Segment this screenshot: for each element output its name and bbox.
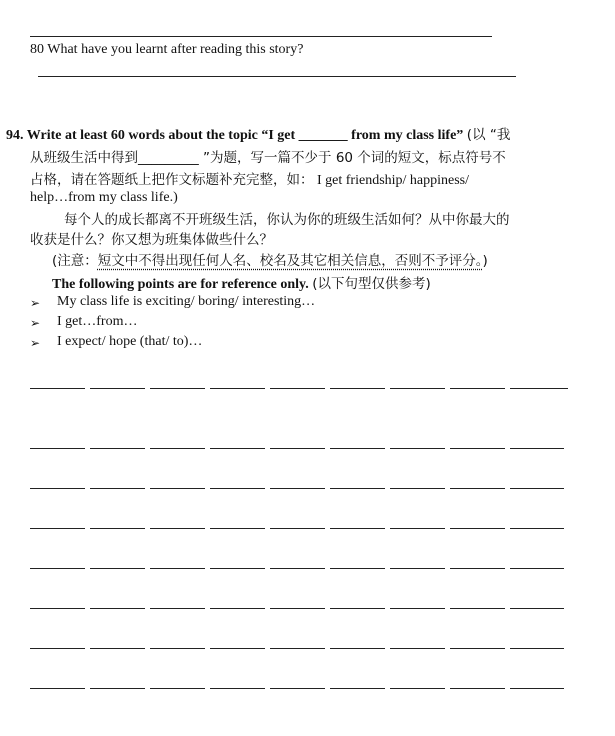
writing-line-segment[interactable] [330, 608, 385, 609]
arrow-bullet-icon: ➢ [30, 336, 41, 350]
question-80-prompt: 80 What have you learnt after reading this story? [30, 42, 304, 57]
writing-line-segment[interactable] [210, 528, 265, 529]
writing-line-segment[interactable] [150, 568, 205, 569]
note-suffix: ) [482, 253, 488, 269]
writing-line-segment[interactable] [450, 688, 505, 689]
instruction-line4: help…from my class life.) [30, 190, 178, 205]
writing-line-segment[interactable] [330, 528, 385, 529]
writing-line-segment[interactable] [450, 528, 505, 529]
writing-line-segment[interactable] [30, 528, 85, 529]
note-prefix: (注意： [52, 253, 98, 269]
writing-line-segment[interactable] [270, 448, 325, 449]
answer-line-79[interactable] [30, 36, 492, 37]
writing-line-segment[interactable] [510, 688, 564, 689]
points-heading [52, 272, 431, 293]
writing-line-segment[interactable] [30, 388, 85, 389]
writing-line-segment[interactable] [450, 448, 505, 449]
writing-line-segment[interactable] [270, 488, 325, 489]
writing-line-segment[interactable] [150, 688, 205, 689]
writing-line-segment[interactable] [210, 488, 265, 489]
writing-line-segment[interactable] [270, 608, 325, 609]
note-dotted-text: 短文中不得出现任何人名、校名及其它相关信息，否则不予评分。 [97, 253, 483, 269]
writing-line-segment[interactable] [330, 488, 385, 489]
writing-line-segment[interactable] [150, 528, 205, 529]
intro-cn-line2: 收获是什么？你又想为班集体做些什么？ [30, 232, 273, 248]
points-heading-cn: (以下句型仅供参考) [312, 276, 431, 292]
writing-line-segment[interactable] [510, 528, 564, 529]
writing-line-segment[interactable] [450, 388, 505, 389]
writing-line-segment[interactable] [270, 688, 325, 689]
note-cn [52, 249, 488, 269]
writing-line-segment[interactable] [210, 568, 265, 569]
writing-line-segment[interactable] [90, 568, 145, 569]
writing-line-segment[interactable] [450, 648, 505, 649]
writing-line-segment[interactable] [270, 388, 325, 389]
writing-line-segment[interactable] [90, 388, 145, 389]
writing-line-segment[interactable] [90, 688, 145, 689]
answer-line-80[interactable] [38, 76, 516, 77]
writing-line-segment[interactable] [450, 568, 505, 569]
writing-line-segment[interactable] [90, 648, 145, 649]
writing-line-segment[interactable] [270, 528, 325, 529]
writing-line-segment[interactable] [450, 488, 505, 489]
writing-line-segment[interactable] [270, 648, 325, 649]
writing-line-segment[interactable] [390, 448, 445, 449]
writing-line-segment[interactable] [30, 568, 85, 569]
question-94-instruction [6, 123, 510, 144]
arrow-bullet-icon: ➢ [30, 296, 41, 310]
writing-line-segment[interactable] [390, 388, 445, 389]
writing-line-segment[interactable] [210, 448, 265, 449]
writing-line-segment[interactable] [90, 528, 145, 529]
writing-line-segment[interactable] [510, 448, 564, 449]
writing-line-segment[interactable] [390, 488, 445, 489]
writing-line-segment[interactable] [330, 688, 385, 689]
writing-line-segment[interactable] [30, 488, 85, 489]
writing-line-segment[interactable] [330, 648, 385, 649]
writing-line-segment[interactable] [390, 568, 445, 569]
instruction-cn-part1: (以 “我 [466, 127, 511, 143]
writing-line-segment[interactable] [510, 608, 564, 609]
writing-line-segment[interactable] [330, 388, 385, 389]
writing-line-segment[interactable] [90, 608, 145, 609]
writing-line-segment[interactable] [390, 608, 445, 609]
instruction-cn-line3-en: I get friendship/ happiness/ [317, 173, 470, 188]
instruction-en: 94. Write at least 60 words about the topic “I get _______ from my class life” [6, 128, 464, 143]
writing-line-segment[interactable] [150, 388, 205, 389]
writing-line-segment[interactable] [390, 688, 445, 689]
points-heading-en: The following points are for reference only. [52, 277, 309, 292]
writing-line-segment[interactable] [510, 488, 564, 489]
writing-line-segment[interactable] [150, 488, 205, 489]
writing-line-segment[interactable] [30, 648, 85, 649]
arrow-bullet-icon: ➢ [30, 316, 41, 330]
writing-line-segment[interactable] [90, 448, 145, 449]
instruction-cn-line3-cn: 占格，请在答题纸上把作文标题补充完整，如： [30, 172, 314, 188]
point-3: I expect/ hope (that/ to)… [57, 334, 203, 349]
writing-line-segment[interactable] [210, 648, 265, 649]
writing-line-segment[interactable] [330, 568, 385, 569]
instruction-cn-line2: 从班级生活中得到_________ ”为题，写一篇不少于 60 个词的短文，标点符号不 [30, 150, 506, 166]
writing-line-segment[interactable] [270, 568, 325, 569]
writing-line-segment[interactable] [30, 688, 85, 689]
writing-line-segment[interactable] [90, 488, 145, 489]
writing-line-segment[interactable] [210, 388, 265, 389]
writing-line-segment[interactable] [210, 608, 265, 609]
writing-line-segment[interactable] [450, 608, 505, 609]
writing-line-segment[interactable] [330, 448, 385, 449]
instruction-cn-line3 [30, 168, 469, 189]
writing-line-segment[interactable] [30, 448, 85, 449]
writing-line-segment[interactable] [150, 608, 205, 609]
writing-line-segment[interactable] [150, 648, 205, 649]
writing-line-segment[interactable] [30, 608, 85, 609]
point-1: My class life is exciting/ boring/ interesting… [57, 294, 316, 309]
writing-line-segment[interactable] [210, 688, 265, 689]
writing-line-segment[interactable] [390, 648, 445, 649]
intro-cn-line1: 每个人的成长都离不开班级生活，你认为你的班级生活如何？从中你最大的 [64, 212, 510, 228]
writing-line-segment[interactable] [390, 528, 445, 529]
writing-line-segment[interactable] [510, 568, 564, 569]
point-2: I get…from… [57, 314, 138, 329]
writing-line-segment[interactable] [510, 648, 564, 649]
writing-line-segment[interactable] [510, 388, 568, 389]
writing-line-segment[interactable] [150, 448, 205, 449]
